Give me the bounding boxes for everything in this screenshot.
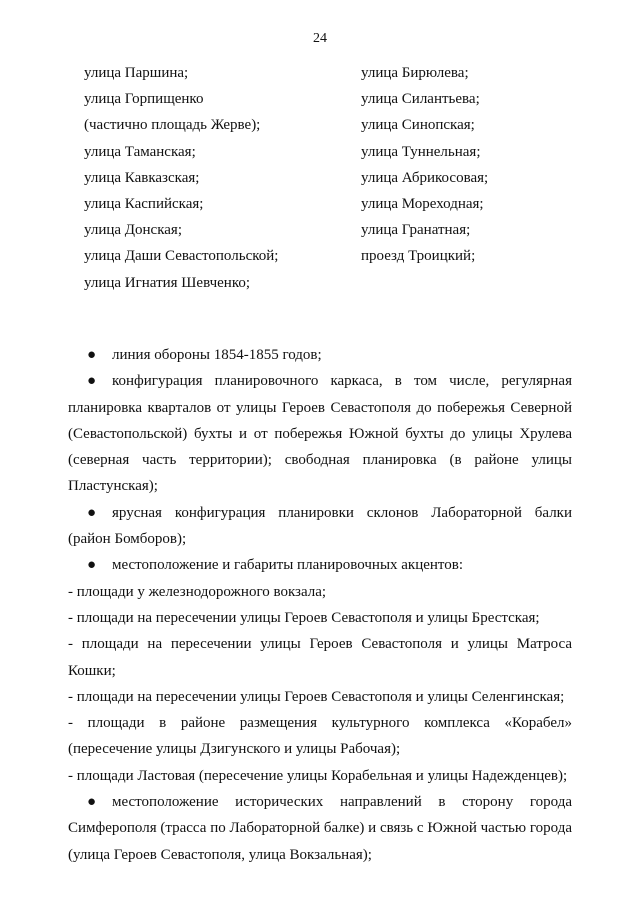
street-item: улица Донская; xyxy=(84,222,182,239)
bullet-paragraph xyxy=(68,368,572,499)
street-item: улица Даши Севастопольской; xyxy=(84,248,279,265)
paragraph-text: местоположение исторических направлений в сторону города Симферополя (трасса по Лабораторной балке) и связь с Южной частью города (улица Героев Севастополя, улица Вокзальная); xyxy=(68,794,572,863)
bullet-paragraph xyxy=(68,342,572,368)
paragraph-text: линия обороны 1854-1855 годов; xyxy=(112,347,322,363)
dash-list-item: - площади на пересечении улицы Героев Севастополя и улицы Брестская; xyxy=(68,609,540,626)
paragraph-text: ярусная конфигурация планировки склонов Лабораторной балки (район Бомборов); xyxy=(68,504,572,548)
street-item: улица Абрикосовая; xyxy=(361,169,489,186)
street-item: улица Горпищенко xyxy=(84,91,204,108)
street-item: улица Туннельная; xyxy=(361,143,481,160)
bullet-icon: ● xyxy=(87,557,97,574)
street-list-right xyxy=(361,63,488,273)
dash-list-item: - площади Ластовая (пересечение улицы Корабельная и улицы Надежденцев); xyxy=(68,767,568,784)
dash-list-item: - площади у железнодорожного вокзала; xyxy=(68,583,327,600)
street-item: улица Синопская; xyxy=(361,117,475,134)
dash-list-item: - площади в районе размещения культурного комплекса «Корабел» (пересечение улицы Дзигунского и улицы Рабочая); xyxy=(68,715,572,758)
street-item: улица Кавказская; xyxy=(84,169,200,186)
street-item: улица Каспийская; xyxy=(84,195,204,212)
street-item: улица Мореходная; xyxy=(361,195,484,212)
body-text xyxy=(68,342,572,868)
street-item: улица Силантьева; xyxy=(361,91,480,108)
street-item: улица Бирюлева; xyxy=(361,65,469,81)
bullet-paragraph xyxy=(68,500,572,553)
dash-list-item: - площади на пересечении улицы Героев Севастополя и улицы Селенгинская; xyxy=(68,688,565,705)
bullet-icon: ● xyxy=(87,347,97,363)
street-item: улица Таманская; xyxy=(84,143,196,160)
bullet-paragraph xyxy=(68,552,572,578)
bullet-icon: ● xyxy=(87,504,97,521)
street-item: улица Паршина; xyxy=(84,65,189,81)
street-item: улица Игнатия Шевченко; xyxy=(84,274,251,291)
street-item: (частично площадь Жерве); xyxy=(84,117,261,134)
page-number: 24 xyxy=(313,31,327,46)
street-item: проезд Троицкий; xyxy=(361,248,476,265)
street-item: улица Гранатная; xyxy=(361,222,471,239)
bullet-icon: ● xyxy=(87,794,97,811)
bullet-icon: ● xyxy=(87,373,97,390)
paragraph-text: местоположение и габариты планировочных акцентов: xyxy=(112,557,464,574)
dash-list-item: - площади на пересечении улицы Героев Севастополя и улицы Матроса Кошки; xyxy=(68,636,572,679)
street-list-left xyxy=(84,63,278,299)
paragraph-text: конфигурация планировочного каркаса, в том числе, регулярная планировка кварталов от улицы Героев Севастополя до побережья Северной (Севастопольской) бухты и от побережья Южной бухты до улицы Хрулева (северная часть территории); свободная планировка (в районе улицы Пластунская); xyxy=(68,373,572,495)
bullet-paragraph xyxy=(68,789,572,868)
